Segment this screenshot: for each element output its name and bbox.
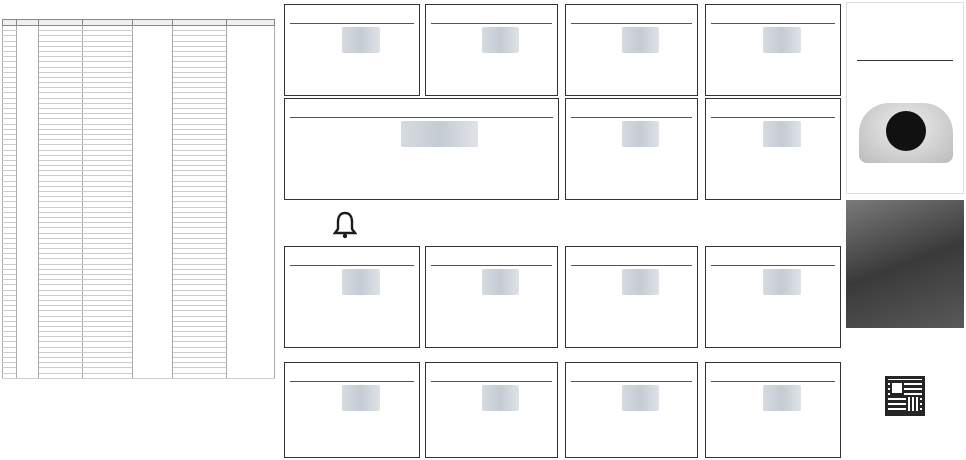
divider [431,23,552,24]
notice-line [290,165,553,170]
notice-title [431,8,552,22]
pay-place-cell [133,26,173,379]
divider [711,23,835,24]
notice-line [711,313,835,318]
mt-ad[interactable] [846,2,964,194]
notice-box [284,4,420,96]
divider [290,23,414,24]
redaction-block [763,121,801,147]
divider [711,265,835,266]
divider [571,265,692,266]
notice-line [431,71,552,76]
divider [857,60,953,61]
redaction-block [482,269,519,295]
bill-kind-cell [17,26,39,379]
notice-line [571,429,692,434]
table-cell [173,373,227,378]
redaction-block [622,27,659,53]
notice-title [290,8,414,22]
redaction-block [401,121,478,147]
notice-title [711,102,835,116]
notice-line [711,429,835,434]
bell-icon [333,211,357,239]
redaction-block [342,269,380,295]
redaction-block [622,121,659,147]
notice-title [711,366,835,380]
notice-box [284,98,559,200]
redaction-block [482,385,519,411]
notice-title [711,8,835,22]
bill-notice [2,2,276,458]
notice-box [425,362,558,458]
divider [571,23,692,24]
divider [290,117,553,118]
notice-line [290,429,414,434]
notice-box [705,246,841,348]
notice-line [571,165,692,170]
divider [290,381,414,382]
notice-line [571,71,692,76]
notice-box [565,362,698,458]
notice-box [705,4,841,96]
notice-box [565,98,698,200]
divider [711,381,835,382]
divider [431,265,552,266]
redaction-block [622,269,659,295]
divider [290,265,414,266]
qr-code-icon[interactable] [885,376,925,416]
table-cell [83,373,133,378]
notice-title [571,366,692,380]
notice-line [711,71,835,76]
notice-title [290,366,414,380]
redaction-block [622,385,659,411]
bill-notice-title [2,2,276,17]
divider [711,117,835,118]
notice-line [290,313,414,318]
notice-box [284,362,420,458]
notice-box [705,98,841,200]
notice-title [290,250,414,264]
notice-title [711,250,835,264]
cmall-photo [846,200,964,328]
notice-line [431,313,552,318]
table-cell [39,373,83,378]
announcer-cell [227,26,275,379]
notice-title [571,250,692,264]
notice-title [431,250,552,264]
redaction-block [763,385,801,411]
notice-box [565,4,698,96]
notice-box [425,4,558,96]
divider [431,381,552,382]
notice-title [571,8,692,22]
table-cell [3,373,17,378]
redaction-block [342,27,380,53]
notice-title [571,102,692,116]
notice-box [565,246,698,348]
notice-line [571,313,692,318]
notice-box [425,246,558,348]
thebell-banner[interactable] [283,206,839,241]
redaction-block [482,27,519,53]
bill-table [2,19,275,379]
redaction-block [763,27,801,53]
notice-line [711,165,835,170]
redaction-block [342,385,380,411]
ad-badge [886,111,926,151]
divider [571,381,692,382]
redaction-block [763,269,801,295]
notice-title [431,366,552,380]
notice-box [705,362,841,458]
notice-line [431,429,552,434]
cmall-ad[interactable] [846,200,964,458]
divider [571,117,692,118]
notice-title [290,102,553,116]
notice-box [284,246,420,348]
